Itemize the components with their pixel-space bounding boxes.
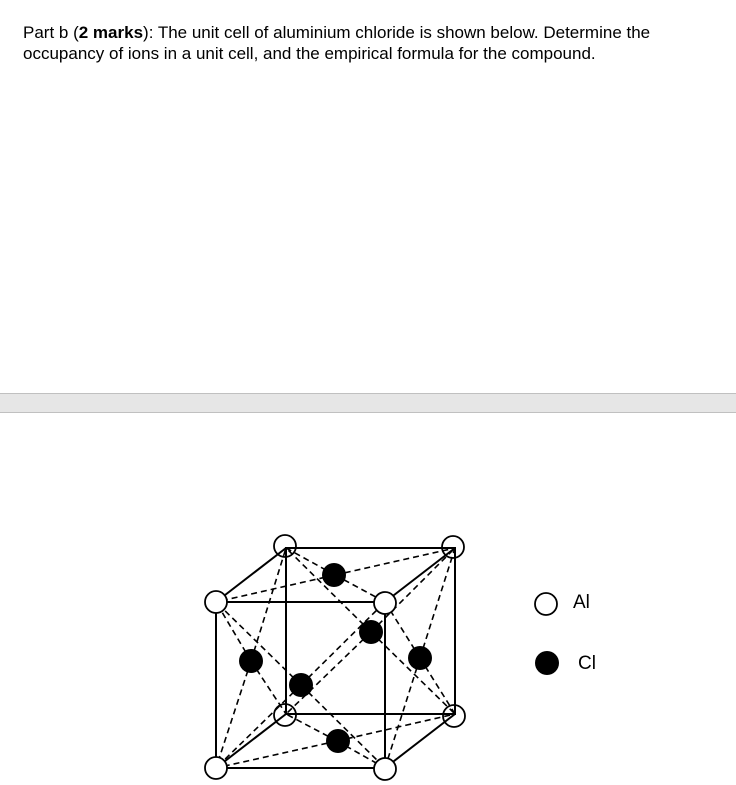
al-ion-corner <box>374 758 396 780</box>
al-ion-corner <box>205 591 227 613</box>
marks-label: 2 marks <box>78 23 144 42</box>
cl-legend-icon <box>535 651 559 675</box>
cl-ion-bottom <box>326 729 350 753</box>
cl-ions <box>239 563 432 753</box>
legend-label-cl: Cl <box>578 653 596 674</box>
cl-ion-right <box>408 646 432 670</box>
cl-ion-back <box>359 620 383 644</box>
cl-ion-front <box>289 673 313 697</box>
al-ion-corner <box>205 757 227 779</box>
legend-label-al: Al <box>573 592 590 613</box>
question-prefix: Part b ( <box>23 23 79 42</box>
al-legend-icon <box>535 593 557 615</box>
question-body: ): The unit cell of aluminium chloride is shown below. Determine the occupancy of ions in a unit cell, and the empirical formula for the compound. <box>23 23 651 63</box>
cl-ion-top <box>322 563 346 587</box>
al-ion-corner <box>374 592 396 614</box>
cl-ion-left <box>239 649 263 673</box>
